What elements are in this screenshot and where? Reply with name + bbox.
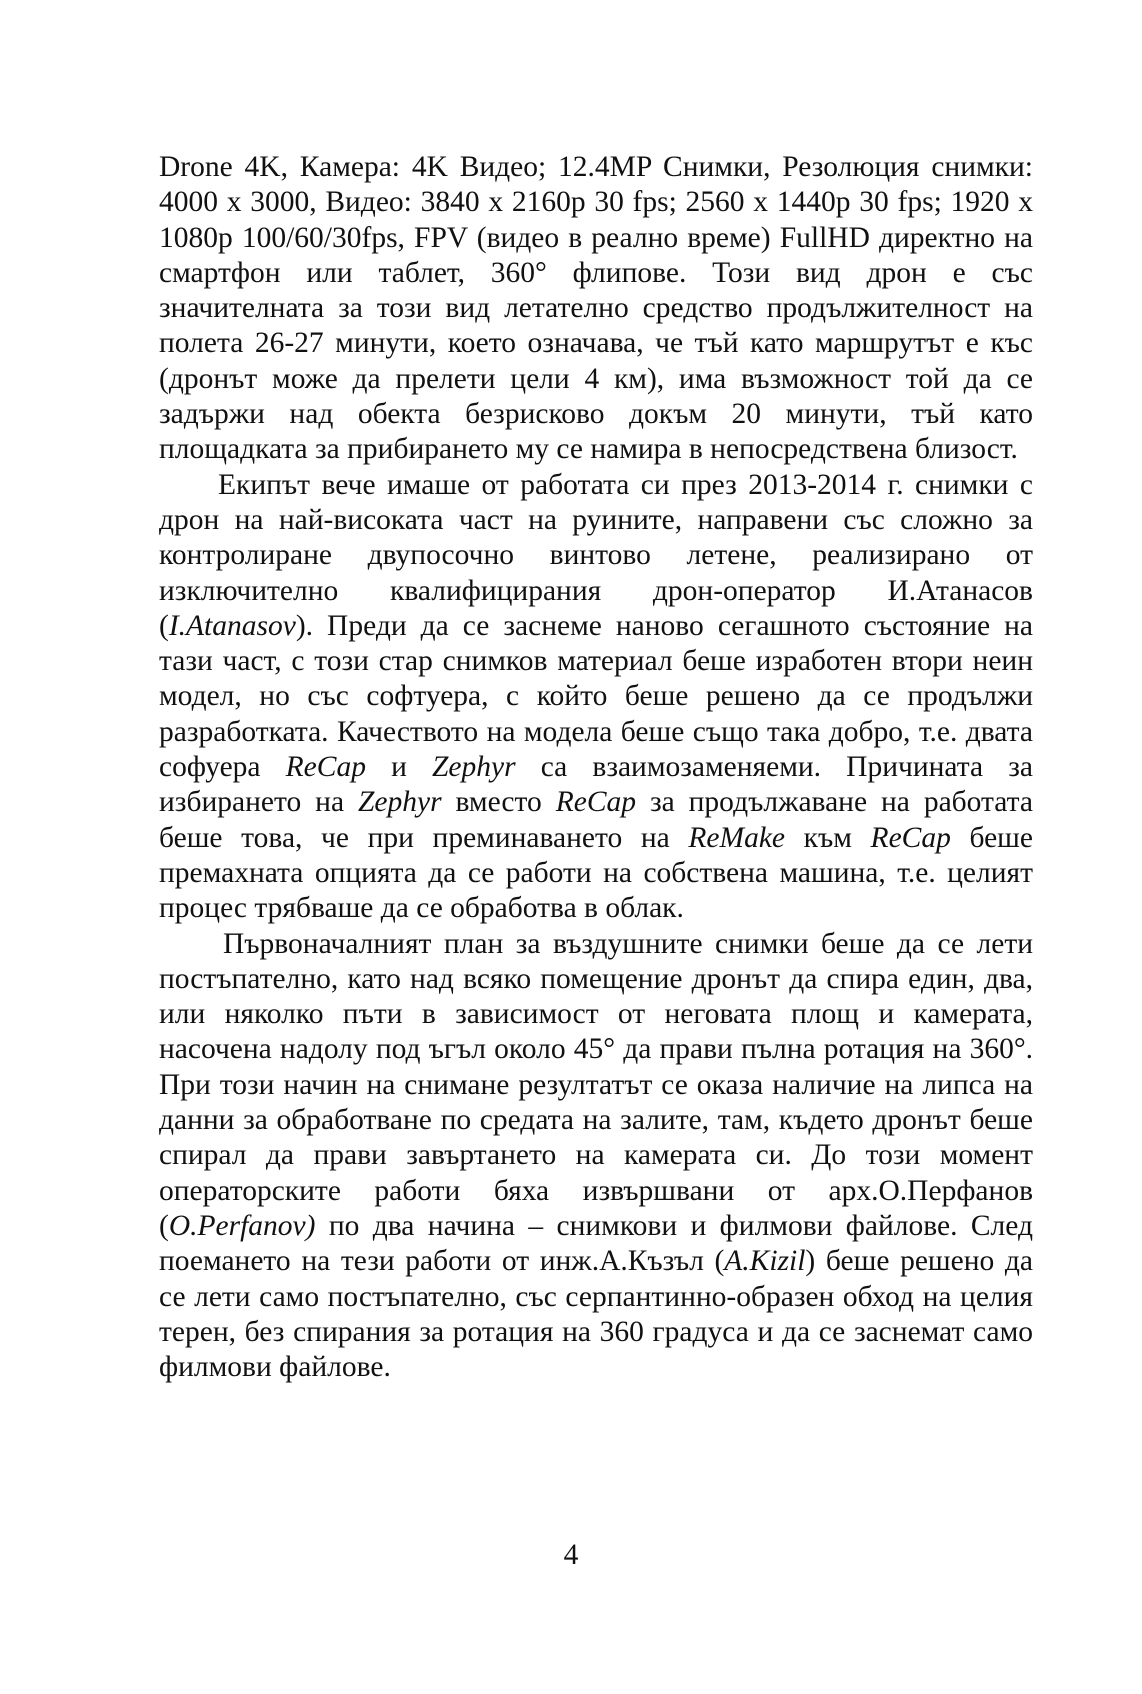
- document-page: [159, 150, 1033, 1385]
- paragraph-flight-plan: [159, 927, 1033, 1386]
- paragraph-team-previous-work: [159, 468, 1033, 927]
- paragraph-text: ) беше решено да се лети само постъпателно, със серпантинно-образен обход на целия терен, без спирания за ротация на 360 градуса и да се заснемат само филмови файлове.: [159, 1245, 1034, 1384]
- paragraph-text: Екипът вече имаше от работата си през 2013-2014 г. снимки с дрон на най-високата част на руините, направени със сложно за контролиране двупосочно винтово летене, реализирано от изключително квалифицирания дрон-оператор И.Атанасов (: [159, 468, 1033, 642]
- italic-software: ReMake: [688, 821, 786, 854]
- paragraph-text: Drone 4K, Камера: 4K Видео; 12.4MP Снимки, Резолюция снимки: 4000 x 3000, Видео: 3840 x 2160p 30 fps; 2560 x 1440p 30 fps; 1920 x 1080p 100/60/30fps, FPV (видео в реално време) FullHD директно на смартфон или таблет, 360° флипове. Този вид дрон е със значителната за този вид летателно средство продължителност на полета 26-27 минути, което означава, че тъй като маршрутът е къс (дронът може да прелети цели 4 км), има възможност той да се задържи над обекта безрисково докъм 20 минути, тъй като площадката за прибирането му се намира в непосредствена близост.: [159, 151, 1033, 466]
- page-number: 4: [563, 1539, 579, 1571]
- italic-software: ReCap: [285, 751, 366, 784]
- paragraph-text: и: [365, 751, 432, 784]
- paragraph-text: са взаимозаменяеми. Причината за избирането на: [159, 751, 1033, 819]
- paragraph-text: вместо: [441, 786, 556, 819]
- paragraph-text: към: [785, 821, 871, 854]
- italic-software: ReCap: [555, 786, 637, 819]
- paragraph-text: ). Преди да се заснеме наново сегашното състояние на тази част, с този стар снимков материал беше изработен втори неин модел, но със софтуера, с който беше решено да се продължи разработката. Качеството на модела беше също така добро, т.е. двата софуера: [159, 609, 1033, 784]
- italic-software: Zephyr: [357, 786, 442, 819]
- italic-name: I.Atanasov: [168, 609, 296, 642]
- paragraph-drone-specs: [159, 150, 1033, 468]
- paragraph-text: беше премахната опцията да се работи на собствена машина, т.е. целият процес трябваше да се обработва в облак.: [159, 821, 1033, 925]
- paragraph-text: по два начина – снимкови и филмови файлове. След поемането на тези работи от инж.А.Къзъл (: [159, 1209, 1033, 1278]
- paragraph-text: Първоначалният план за въздушните снимки беше да се лети постъпателно, като над всяко помещение дронът да спира един, два, или няколко пъти в зависимост от неговата площ и камерата, насочена надолу под ъгъл около 45° да прави пълна ротация на 360°. При този начин на снимане резултатът се оказа наличие на липса на данни за обработване по средата на залите, там, където дронът беше спирал да прави завъртането на камерата си. До този момент операторските работи бяха извършвани от арх.О.Перфанов (: [159, 927, 1033, 1242]
- italic-software: Zephyr: [432, 751, 516, 784]
- paragraph-text: за продължаване на работата беше това, че при преминаването на: [159, 786, 1033, 854]
- italic-name: O.Perfanov): [168, 1209, 316, 1242]
- italic-software: ReCap: [870, 821, 951, 854]
- italic-name: A.Kizil: [724, 1245, 806, 1278]
